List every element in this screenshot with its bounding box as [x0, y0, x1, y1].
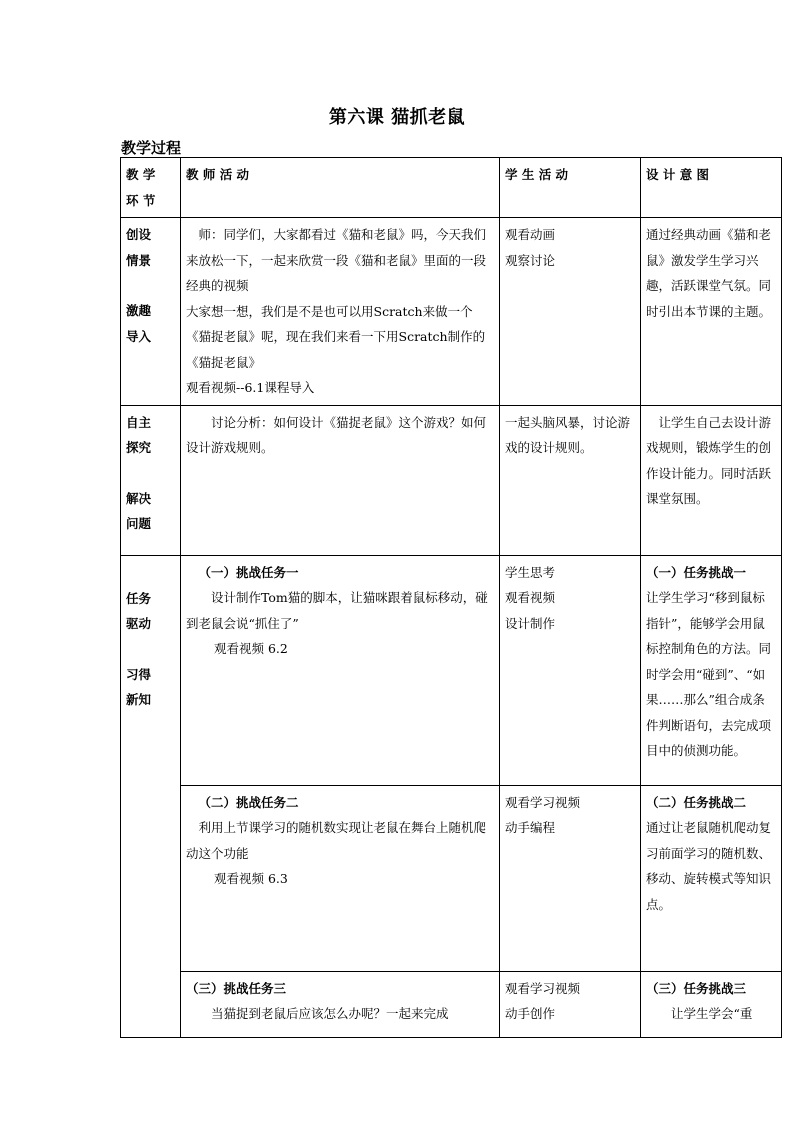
design-intent-cell: （一）任务挑战一 让学生学习“移到鼠标指针”，能够学会用鼠标控制角色的方法。同时学会用“碰到”、“如果……那么”组合成条件判断语句，去完成项目中的侦测功能。	[641, 555, 782, 785]
design-intent-cell: 让学生自己去设计游戏规则，锻炼学生的创作设计能力。同时活跃课堂氛围。	[641, 405, 782, 555]
teacher-activity-cell	[181, 218, 500, 406]
teacher-activity-cell: （一）挑战任务一 设计制作Tom猫的脚本，让猫咪跟着鼠标移动，碰到老鼠会说“抓住了” 观看视频 6.2	[181, 555, 500, 785]
section-label: 教学过程	[121, 139, 182, 157]
header-stage-line1: 教 学	[126, 167, 156, 182]
table-row	[121, 785, 782, 971]
design-intent-cell: （三）任务挑战三 让学生学会“重	[641, 971, 782, 1037]
task-heading: （二）挑战任务二	[198, 794, 299, 810]
header-stage	[121, 158, 181, 218]
teacher-paragraph: 大家想一想，我们是不是也可以用Scratch来做一个《猫捉老鼠》呢，现在我们来看一下用Scratch制作的《猫捉老鼠》	[186, 303, 486, 370]
stage-cell: 任务 驱动 习得 新知	[121, 555, 181, 1037]
document-title: 第六课 猫抓老鼠	[328, 107, 466, 128]
student-activity-cell: 观看学习视频 动手创作	[500, 971, 641, 1037]
header-student: 学 生 活 动	[500, 158, 641, 218]
table-row	[121, 971, 782, 1037]
student-activity-cell: 一起头脑风暴，讨论游戏的设计规则。	[500, 405, 641, 555]
design-intent-cell: 通过经典动画《猫和老鼠》激发学生学习兴趣，活跃课堂气氛。同时引出本节课的主题。	[641, 218, 782, 406]
student-activity-cell: 观看学习视频 动手编程	[500, 785, 641, 971]
table-header-row	[121, 158, 782, 218]
table-row	[121, 218, 782, 406]
design-intent-cell: （二）任务挑战二 通过让老鼠随机爬动复习前面学习的随机数、移动、旋转模式等知识点。	[641, 785, 782, 971]
teacher-paragraph: 观看视频--6.1课程导入	[186, 380, 315, 395]
table-row	[121, 405, 782, 555]
student-activity-cell: 学生思考 观看视频 设计制作	[500, 555, 641, 785]
header-teacher: 教 师 活 动	[181, 158, 500, 218]
stage-cell: 自主 探究 解决 问题	[121, 405, 181, 555]
header-stage-line2: 环 节	[126, 192, 156, 208]
table-row	[121, 555, 782, 785]
teacher-activity-cell: 讨论分析：如何设计《猫捉老鼠》这个游戏？如何设计游戏规则。	[181, 405, 500, 555]
teacher-activity-cell: （三）挑战任务三 当猫捉到老鼠后应该怎么办呢？一起来完成	[181, 971, 500, 1037]
lesson-table	[120, 157, 782, 1038]
teacher-paragraph: 师：同学们，大家都看过《猫和老鼠》吗，今天我们来放松一下，一起来欣赏一段《猫和老鼠》里面的一段经典的视频	[186, 227, 487, 293]
task-heading: （三）挑战任务三	[186, 980, 287, 996]
stage-cell: 创设 情景 激趣 导入	[121, 218, 181, 406]
header-design: 设 计 意 图	[641, 158, 782, 218]
student-activity-cell: 观看动画 观察讨论	[500, 218, 641, 406]
task-heading: （一）挑战任务一	[198, 564, 299, 580]
teacher-activity-cell: （二）挑战任务二 利用上节课学习的随机数实现让老鼠在舞台上随机爬动这个功能 观看视频 6.3	[181, 785, 500, 971]
